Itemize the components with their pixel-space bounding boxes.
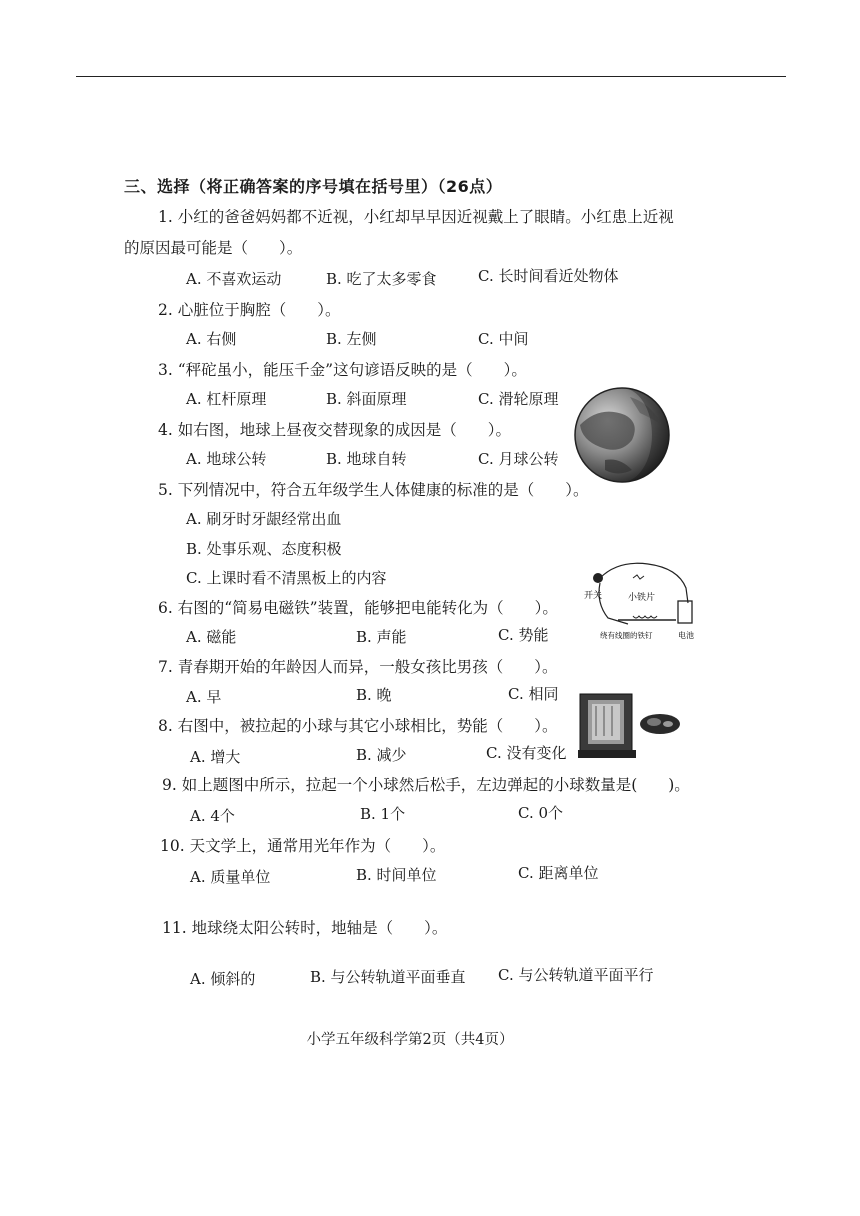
q5-option-a: A. 刷牙时牙龈经常出血: [186, 510, 342, 528]
q9-option-a: A. 4个: [190, 807, 235, 825]
question-1-stem-cont: 的原因最可能是（ ）。: [124, 239, 303, 257]
q8-option-a: A. 增大: [190, 748, 241, 766]
q7-option-a: A. 早: [186, 688, 222, 706]
q11-option-b: B. 与公转轨道平面垂直: [310, 968, 466, 986]
question-11-stem: 11. 地球绕太阳公转时，地轴是（ ）。: [162, 919, 448, 937]
q10-option-c: C. 距离单位: [518, 864, 599, 882]
q1-option-a: A. 不喜欢运动: [186, 270, 282, 288]
q1-option-b: B. 吃了太多零食: [326, 270, 437, 288]
q4-option-c: C. 月球公转: [478, 450, 559, 468]
iron-piece-label: 小铁片: [628, 593, 656, 603]
q2-option-b: B. 左侧: [326, 330, 377, 348]
q9-option-c: C. 0个: [518, 804, 564, 822]
q10-option-b: B. 时间单位: [356, 866, 437, 884]
q6-option-c: C. 势能: [498, 626, 549, 644]
q3-option-b: B. 斜面原理: [326, 390, 407, 408]
q3-option-c: C. 滑轮原理: [478, 390, 559, 408]
q9-option-b: B. 1个: [360, 805, 406, 823]
top-rule: [76, 76, 786, 77]
q6-option-a: A. 磁能: [186, 628, 237, 646]
question-9-stem: 9. 如上题图中所示，拉起一个小球然后松手，左边弹起的小球数量是( )。: [162, 776, 690, 794]
q8-option-b: B. 减少: [356, 746, 407, 764]
battery-label: 电池: [678, 631, 694, 640]
q5-option-b: B. 处事乐观、态度积极: [186, 540, 342, 558]
q11-option-c: C. 与公转轨道平面平行: [498, 966, 654, 984]
section-title: 三、选择（将正确答案的序号填在括号里）（26点）: [124, 177, 503, 196]
q4-option-b: B. 地球自转: [326, 450, 407, 468]
q3-option-a: A. 杠杆原理: [186, 390, 267, 408]
question-6-stem: 6. 右图的“简易电磁铁”装置，能够把电能转化为（ ）。: [158, 599, 558, 617]
q4-option-a: A. 地球公转: [186, 450, 267, 468]
q2-option-c: C. 中间: [478, 330, 529, 348]
q10-option-a: A. 质量单位: [190, 868, 271, 886]
page-footer: 小学五年级科学第2页（共4页）: [306, 1032, 514, 1048]
earth-day-night-figure: [570, 385, 675, 485]
switch-label: 开关: [584, 591, 603, 601]
question-8-stem: 8. 右图中，被拉起的小球与其它小球相比，势能（ ）。: [158, 717, 558, 735]
electromagnet-figure: [578, 558, 703, 643]
question-7-stem: 7. 青春期开始的年龄因人而异，一般女孩比男孩（ ）。: [158, 658, 558, 676]
q5-option-c: C. 上课时看不清黑板上的内容: [186, 569, 387, 587]
question-5-stem: 5. 下列情况中，符合五年级学生人体健康的标准的是（ ）。: [158, 481, 589, 499]
q7-option-b: B. 晚: [356, 686, 392, 704]
newtons-cradle-figure: [574, 690, 686, 762]
q2-option-a: A. 右侧: [186, 330, 237, 348]
q8-option-c: C. 没有变化: [486, 744, 567, 762]
question-10-stem: 10. 天文学上，通常用光年作为（ ）。: [160, 837, 446, 855]
question-4-stem: 4. 如右图，地球上昼夜交替现象的成因是（ ）。: [158, 421, 511, 439]
q11-option-a: A. 倾斜的: [190, 970, 256, 988]
question-1-stem: 1. 小红的爸爸妈妈都不近视，小红却早早因近视戴上了眼睛。小红患上近视: [158, 208, 674, 226]
q7-option-c: C. 相同: [508, 685, 559, 703]
nail-label: 绕有线圈的铁钉: [600, 631, 653, 640]
q6-option-b: B. 声能: [356, 628, 407, 646]
q1-option-c: C. 长时间看近处物体: [478, 267, 619, 285]
question-3-stem: 3. “秤砣虽小，能压千金”这句谚语反映的是（ ）。: [158, 361, 527, 379]
question-2-stem: 2. 心脏位于胸腔（ ）。: [158, 301, 341, 319]
